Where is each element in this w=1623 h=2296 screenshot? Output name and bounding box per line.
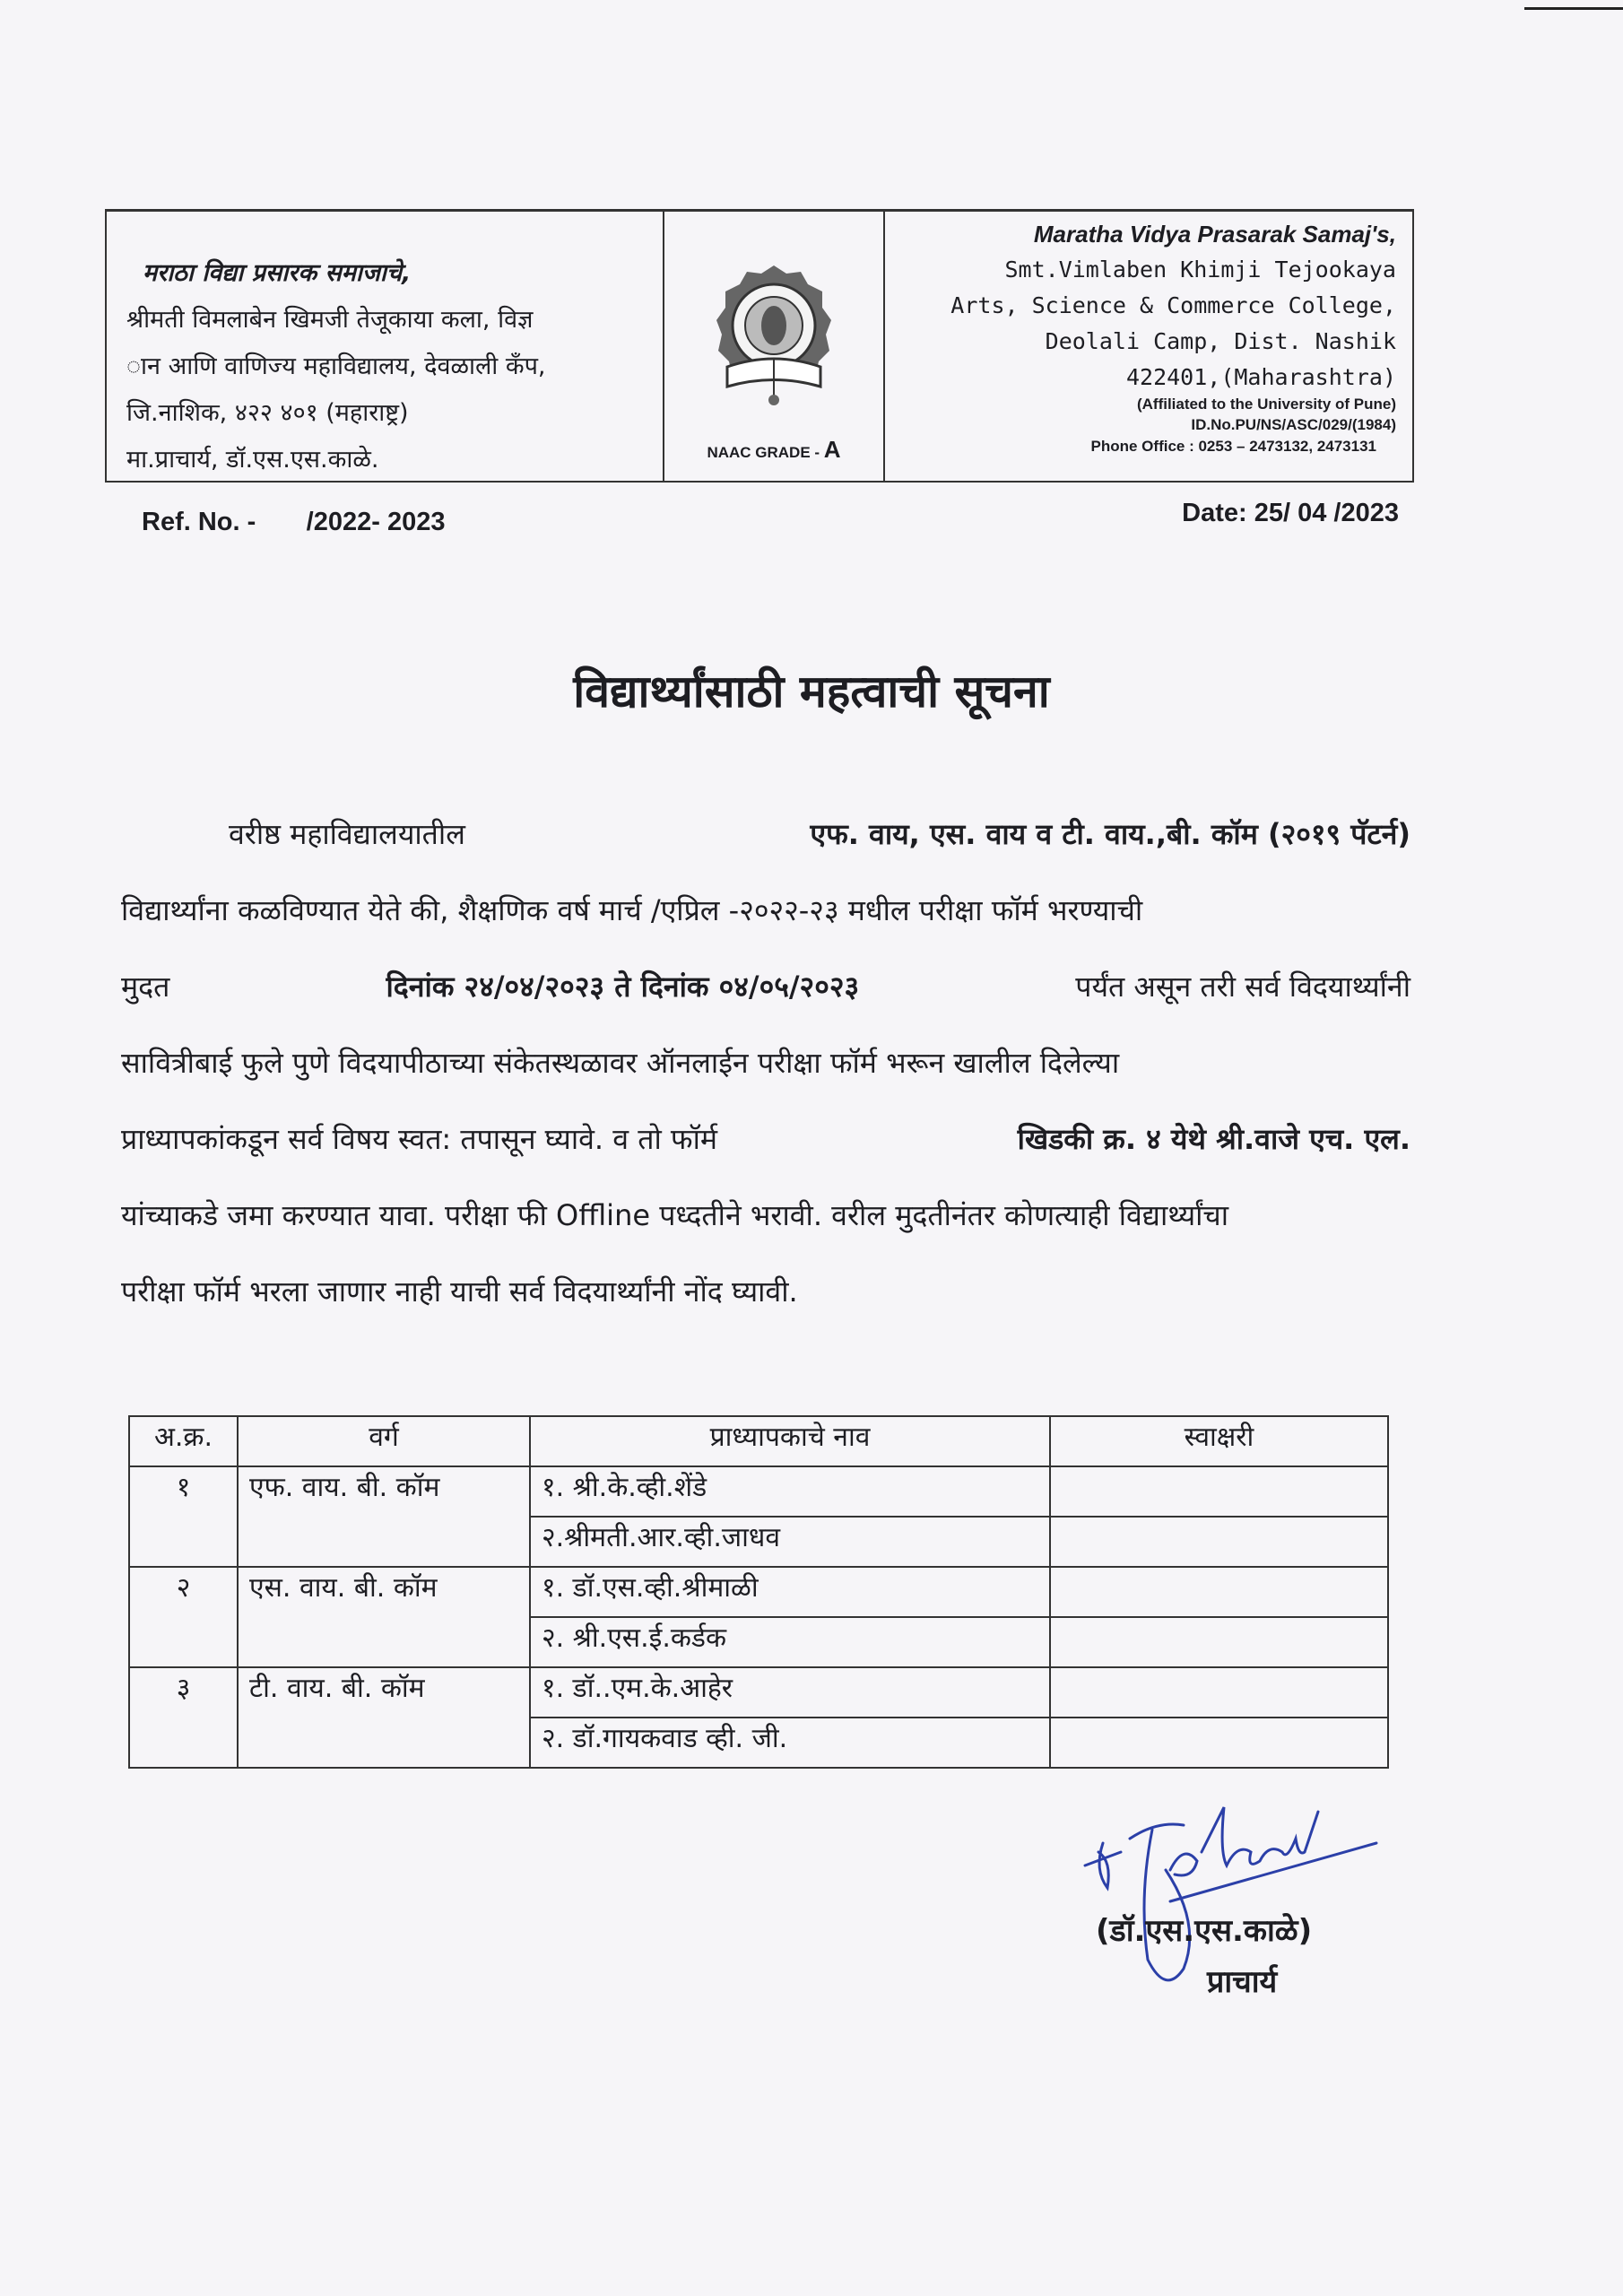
- letterhead-marathi: [107, 212, 663, 481]
- table-row: [129, 1567, 1388, 1617]
- english-line: 422401,(Maharashtra): [1125, 364, 1396, 390]
- sr-no-cell: १: [129, 1466, 238, 1567]
- date: Date: 25/ 04 /2023: [1182, 499, 1399, 527]
- id-number: ID.No.PU/NS/ASC/029/(1984): [1191, 416, 1396, 433]
- notice-title: विद्यार्थ्यांसाठी महत्वाची सूचना: [573, 665, 1050, 718]
- naac-grade: [664, 436, 883, 464]
- teacher-name-cell: २. डॉ.गायकवाड व्ही. जी.: [530, 1718, 1050, 1768]
- class-cell: टी. वाय. बी. कॉम: [238, 1667, 530, 1768]
- table-row: [129, 1466, 1388, 1517]
- notice-line: [121, 1036, 1410, 1112]
- english-line: Maratha Vidya Prasarak Samaj's,: [1033, 221, 1396, 248]
- teacher-name-cell: १. श्री.के.व्ही.शेंडे: [530, 1466, 1050, 1517]
- signature-cell: [1050, 1617, 1388, 1667]
- notice-line: [121, 1265, 1410, 1341]
- letterhead: [105, 209, 1414, 483]
- principal-name: (डॉ.एस.एस.काळे): [1096, 1913, 1313, 1949]
- notice-text: पर्यंत असून तरी सर्व विदयार्थ्यांनी: [1075, 970, 1410, 1004]
- signature-cell: [1050, 1466, 1388, 1517]
- class-cell: एस. वाय. बी. कॉम: [238, 1567, 530, 1667]
- phone: Phone Office : 0253 – 2473132, 2473131: [1090, 438, 1376, 455]
- table-row: [129, 1667, 1388, 1718]
- naac-label: NAAC GRADE -: [707, 444, 820, 461]
- affiliation: (Affiliated to the University of Pune): [1136, 396, 1396, 413]
- notice-line: [121, 883, 1410, 960]
- header-class: वर्ग: [238, 1416, 530, 1466]
- notice-text: विद्यार्थ्यांना कळविण्यात येते की, शैक्षणिक वर्ष मार्च /एप्रिल -२०२२-२३ मधील परीक्षा फॉर्म भरण्याची: [121, 893, 1143, 927]
- naac-grade-value: A: [823, 436, 841, 463]
- notice-text: यांच्याकडे जमा करण्यात यावा. परीक्षा फी Offline पध्दतीने भरावी. वरील मुदतीनंतर कोणत्याही विद्यार्थ्यांचा: [121, 1198, 1229, 1232]
- notice-text: परीक्षा फॉर्म भरला जाणार नाही याची सर्व विदयार्थ्यांनी नोंद घ्यावी.: [121, 1274, 798, 1309]
- table-header-row: [129, 1416, 1388, 1466]
- header-signature: स्वाक्षरी: [1050, 1416, 1388, 1466]
- reference-number: Ref. No. - /2022- 2023: [142, 508, 446, 536]
- notice-body: [121, 807, 1410, 1341]
- notice-line: [121, 1112, 1410, 1188]
- notice-line: [121, 807, 1410, 883]
- notice-text: मुदत: [121, 970, 170, 1004]
- teacher-name-cell: २.श्रीमती.आर.व्ही.जाधव: [530, 1517, 1050, 1567]
- sr-no-cell: ३: [129, 1667, 238, 1768]
- notice-text: वरीष्ठ महाविद्यालयातील: [229, 817, 465, 851]
- signature-cell: [1050, 1567, 1388, 1617]
- english-line: Arts, Science & Commerce College,: [950, 292, 1396, 318]
- marathi-line: जि.नाशिक, ४२२ ४०१ (महाराष्ट्र): [126, 399, 409, 427]
- notice-line: [121, 960, 1410, 1036]
- header-sr-no: अ.क्र.: [129, 1416, 238, 1466]
- marathi-line: ान आणि वाणिज्य महाविद्यालय, देवळाली कॅंप,: [126, 352, 546, 380]
- teacher-name-cell: १. डॉ..एम.के.आहेर: [530, 1667, 1050, 1718]
- marathi-line: मा.प्राचार्य, डॉ.एस.एस.काळे.: [126, 446, 379, 474]
- marathi-line: श्रीमती विमलाबेन खिमजी तेजूकाया कला, विज्ञ: [126, 306, 534, 334]
- notice-text: प्राध्यापकांकडून सर्व विषय स्वत: तपासून घ्यावे. व तो फॉर्म: [121, 1122, 718, 1156]
- teacher-name-cell: १. डॉ.एस.व्ही.श्रीमाळी: [530, 1567, 1050, 1617]
- sr-no-cell: २: [129, 1567, 238, 1667]
- college-emblem-logo: [711, 261, 837, 409]
- english-line: Smt.Vimlaben Khimji Tejookaya: [1004, 257, 1396, 283]
- page-edge-line: [1524, 7, 1623, 10]
- signature-cell: [1050, 1517, 1388, 1567]
- notice-emphasis: खिडकी क्र. ४ येथे श्री.वाजे एच. एल.: [1017, 1122, 1410, 1156]
- principal-designation: प्राचार्य: [1207, 1964, 1278, 2000]
- notice-line: [121, 1188, 1410, 1265]
- signature-cell: [1050, 1718, 1388, 1768]
- notice-emphasis: एफ. वाय, एस. वाय व टी. वाय.,बी. कॉम (२०१९ पॅटर्न): [810, 817, 1410, 851]
- teacher-table: [128, 1415, 1389, 1769]
- signature-cell: [1050, 1667, 1388, 1718]
- teacher-name-cell: २. श्री.एस.ई.कर्डक: [530, 1617, 1050, 1667]
- english-line: Deolali Camp, Dist. Nashik: [1045, 328, 1396, 354]
- letterhead-logo-cell: [663, 212, 885, 481]
- notice-text: सावित्रीबाई फुले पुणे विदयापीठाच्या संकेतस्थळावर ऑनलाईन परीक्षा फॉर्म भरून खालील दिलेल्या: [121, 1046, 1120, 1080]
- header-teacher-name: प्राध्यापकाचे नाव: [530, 1416, 1050, 1466]
- notice-emphasis: दिनांक २४/०४/२०२३ ते दिनांक ०४/०५/२०२३: [386, 970, 860, 1004]
- class-cell: एफ. वाय. बी. कॉम: [238, 1466, 530, 1567]
- letterhead-english: [883, 212, 1412, 481]
- marathi-line: मराठा विद्या प्रसारक समाजाचे,: [143, 259, 412, 287]
